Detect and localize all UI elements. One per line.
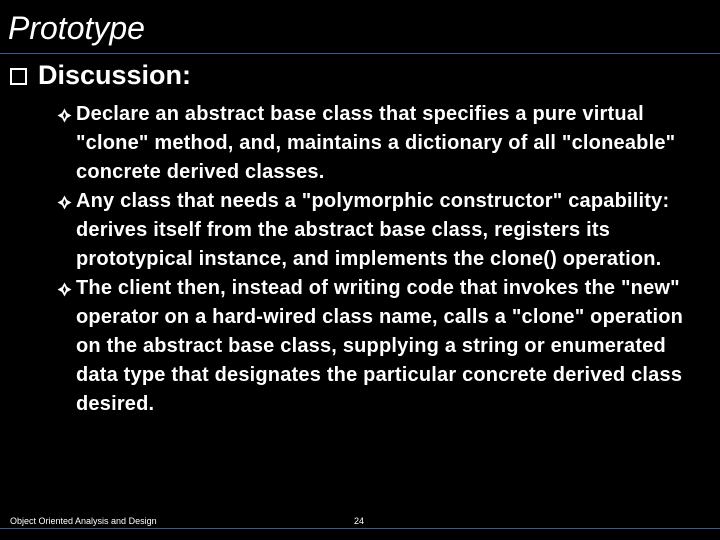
- list-item: [56, 100, 706, 187]
- footer-divider: [0, 528, 720, 529]
- footer-page-number: 24: [354, 516, 365, 526]
- bullet-text: The client then, instead of writing code that invokes the "new" operator on a hard-wired class name, calls a "clone" operation on the abstract base class, supplying a string or enumerated data type that designates the particular concrete derived class desired.: [76, 277, 684, 415]
- list-item: [56, 187, 706, 274]
- list-item: [56, 274, 706, 419]
- title-divider: [0, 53, 720, 54]
- diamond-bullet-icon: [56, 187, 76, 216]
- section-heading: [10, 58, 191, 92]
- bullet-text: Declare an abstract base class that specifies a pure virtual "clone" method, and, maintains a dictionary of all "cloneable" concrete derived classes.: [76, 103, 676, 183]
- diamond-bullet-icon: [56, 100, 76, 129]
- section-heading-text: Discussion:: [38, 60, 192, 90]
- checkbox-square-icon: [10, 68, 27, 85]
- slide-title: Prototype: [8, 10, 145, 46]
- bullet-list: [56, 100, 706, 419]
- bullet-text: Any class that needs a "polymorphic constructor" capability: derives itself from the abstract base class, registers its prototypical instance, and implements the clone() operation.: [76, 190, 670, 270]
- footer-course-name: Object Oriented Analysis and Design: [10, 516, 157, 526]
- diamond-bullet-icon: [56, 274, 76, 303]
